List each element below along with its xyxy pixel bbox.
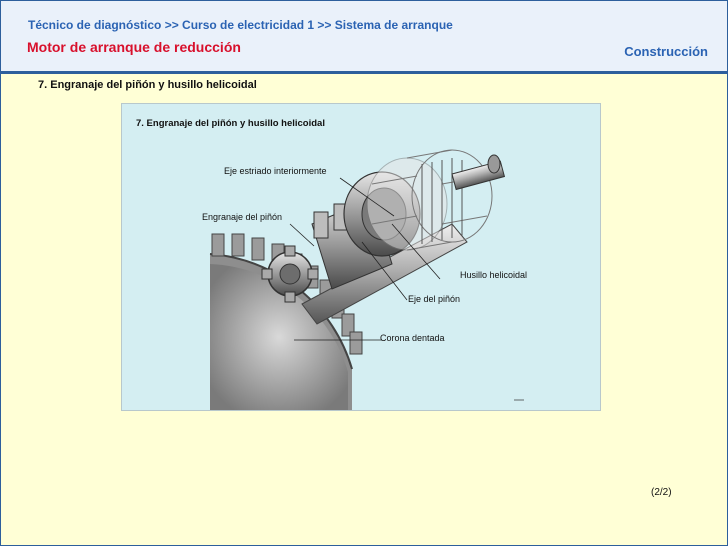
- label-corona: Corona dentada: [380, 333, 445, 343]
- label-eje-pinon: Eje del piñón: [408, 294, 461, 304]
- gear-illustration: [121, 103, 601, 411]
- page-indicator: (2/2): [651, 487, 672, 498]
- label-engranaje-pinon: Engranaje del piñón: [202, 212, 283, 222]
- header-divider: [1, 71, 727, 74]
- breadcrumb[interactable]: Técnico de diagnóstico >> Curso de electricidad 1 >> Sistema de arranque: [28, 18, 453, 32]
- gear-diagram: [122, 104, 600, 410]
- figure-title: 7. Engranaje del piñón y husillo helicoidal: [136, 118, 325, 129]
- label-eje-estriado: Eje estriado interiormente: [224, 166, 327, 176]
- label-husillo: Husillo helicoidal: [460, 270, 528, 280]
- content-subheading: 7. Engranaje del piñón y husillo helicoidal: [38, 79, 257, 91]
- section-label: Construcción: [624, 44, 708, 59]
- page-title: Motor de arranque de reducción: [27, 39, 241, 55]
- header: [1, 1, 727, 71]
